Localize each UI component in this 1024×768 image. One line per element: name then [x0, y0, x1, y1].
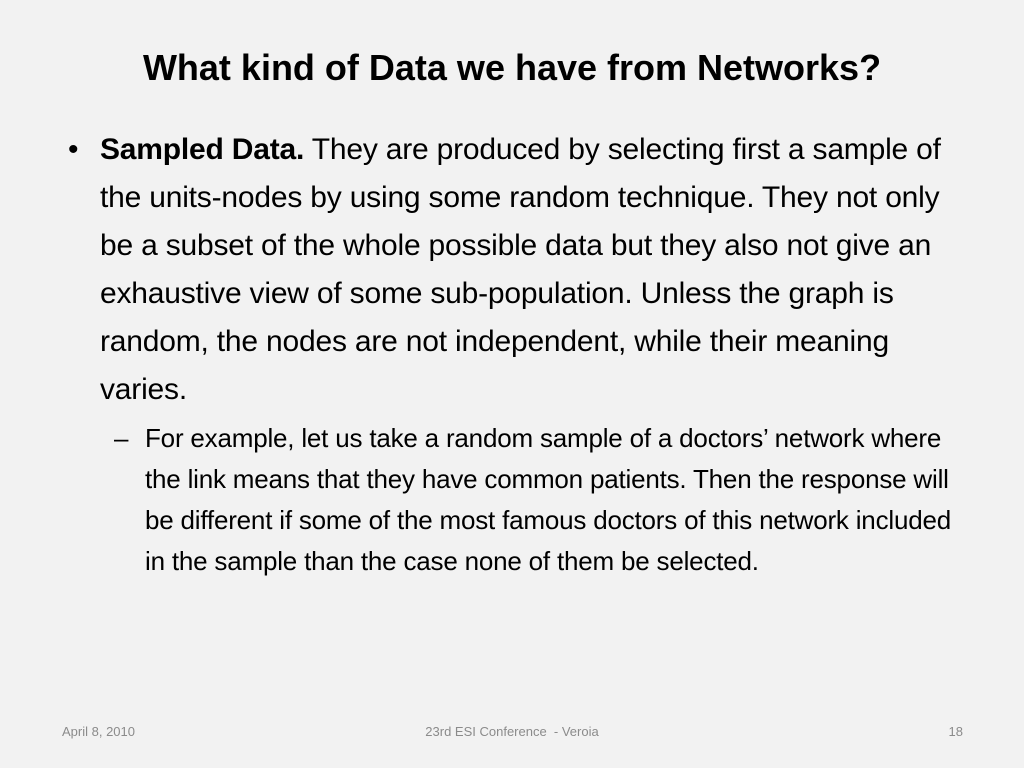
footer-page-number: 18 — [948, 724, 963, 739]
footer-conference — [0, 722, 1024, 742]
sub-bullet-marker: – — [114, 423, 129, 453]
bullet-marker: • — [68, 133, 79, 166]
footer-conference-text: 23rd ESI Conference - Veroia — [425, 724, 599, 739]
slide-content — [68, 126, 968, 582]
sub-bullet-item — [114, 418, 968, 582]
bullet-bold-lead: Sampled Data. — [100, 133, 305, 166]
footer-date: April 8, 2010 — [62, 724, 135, 739]
bullet-text: They are produced by selecting first a sample of the units-nodes by using some random technique. They not only be a subset of the whole possible data but they also not give an exhaustive view of some sub-population. Unless the graph is random, the nodes are not independent, while their meaning varies. — [100, 133, 941, 406]
bullet-item — [68, 126, 968, 414]
slide-title: What kind of Data we have from Networks? — [142, 47, 882, 88]
sub-bullet-text: For example, let us take a random sample of a doctors’ network where the link means that they have common patients. Then the response will be different if some of the most famous doctors of this network included in the sample than the case none of them be selected. — [145, 423, 951, 576]
